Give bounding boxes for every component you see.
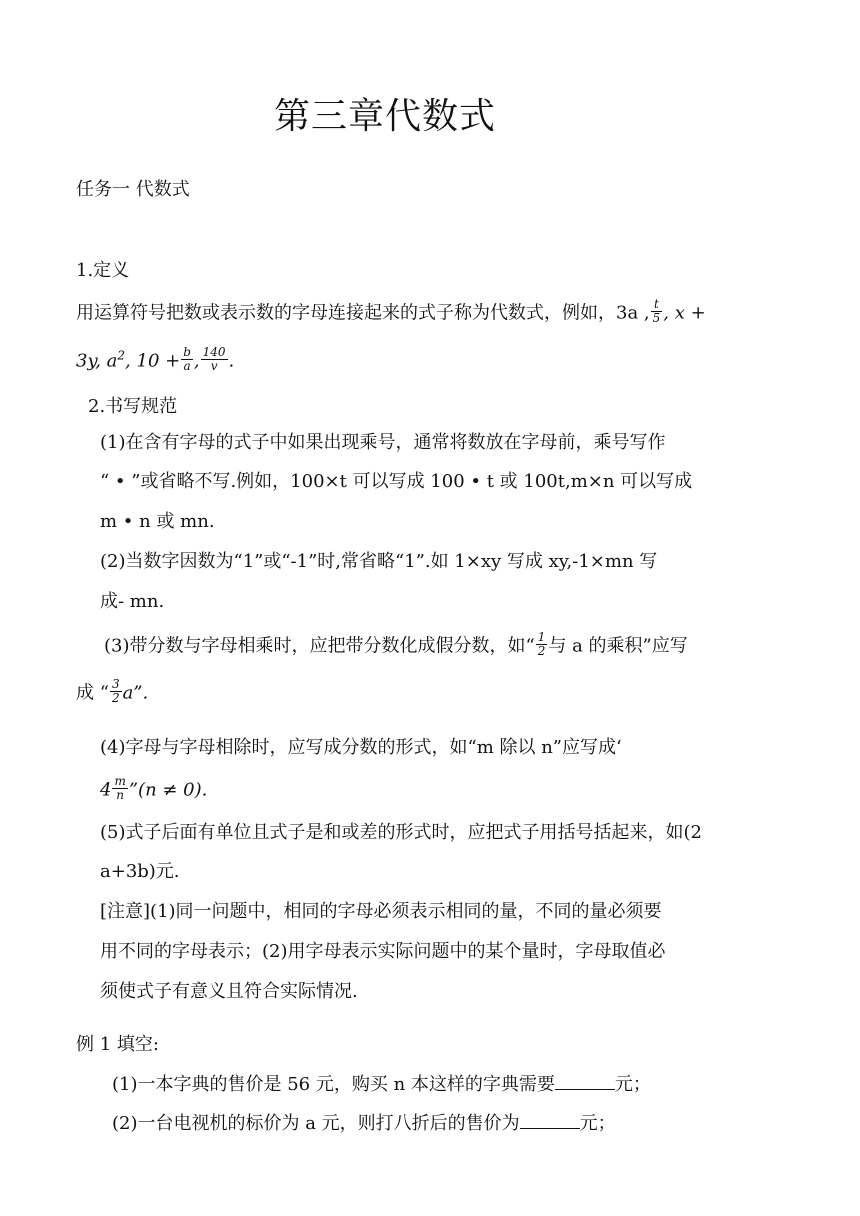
rules-heading: 2.书写规范 [88,396,178,417]
rule-1-line-1: (1)在含有字母的式子中如果出现乘号，通常将数放在字母前，乘号写作 [100,432,666,453]
rule-1-line-2: “ • ”或省略不写.例如，100×t 可以写成 100 • t 或 100t,m×n 可以写成 [100,471,693,492]
note-line-3: 须使式子有意义且符合实际情况. [100,981,358,1002]
rule-2-line-2: 成- mn. [100,591,165,612]
definition-line-1 [76,297,706,327]
fraction-3-over-2: $\frac{3}{2}$ [111,677,120,705]
rule-3-line-2: 成 “ $\frac{3}{2}$ a”. [76,677,149,705]
example-question-1: (1)一本字典的售价是 56 元，购买 n 本这样的字典需要 元； [112,1074,651,1095]
rule-3-line-1: (3)带分数与字母相乘时，应把带分数化成假分数，如“ $\frac{1}{2}$ 与 a 的乘积”应写 [104,630,688,658]
answer-blank-2[interactable] [520,1112,580,1129]
fraction-m-over-n: $\frac{m}{n}$ [114,774,126,802]
rule-4-line-2: 4 $\frac{m}{n}$ ”(n ≠ 0). [100,774,208,802]
example-question-2: (2)一台电视机的标价为 a 元，则打八折后的售价为 元； [112,1113,616,1134]
rule-4-line-1: (4)字母与字母相除时，应写成分数的形式，如“m 除以 n”应写成‘ [100,737,622,758]
rule-2-line-1: (2)当数字因数为“1”或“-1”时,常省略“1”.如 1×xy 写成 xy,-1×mn 写 [100,551,658,572]
fraction-t-over-5: $\frac{t}{5}$ [652,297,661,325]
task-heading: 任务一 代数式 [76,179,190,200]
definition-line-2: 3y, $a^2$, 10 + $\frac{b}{a}$ , $\frac{140}{v}$ . [76,345,235,373]
rule-5-line-2: a+3b)元. [100,861,180,882]
page-title: 第三章代数式 [274,96,497,137]
rule-5-line-1: (5)式子后面有单位且式子是和或差的形式时，应把式子用括号括起来，如(2 [100,822,702,843]
definition-tail: , x + [663,302,706,324]
definition-text: 用运算符号把数或表示数的字母连接起来的式子称为代数式，例如，3a , [76,302,650,324]
note-line-2: 用不同的字母表示；(2)用字母表示实际问题中的某个量时，字母取值必 [100,941,666,962]
fraction-140-over-v: $\frac{140}{v}$ [202,345,226,373]
rule-1-line-3: m • n 或 mn. [100,511,215,532]
answer-blank-1[interactable] [555,1073,615,1090]
fraction-b-over-a: $\frac{b}{a}$ [183,345,191,373]
example-heading: 例 1 填空: [76,1034,159,1055]
note-line-1: [注意](1)同一问题中，相同的字母必须表示相同的量，不同的量必须要 [100,901,662,922]
definition-heading: 1.定义 [76,260,130,281]
fraction-1-over-2: $\frac{1}{2}$ [537,630,546,658]
